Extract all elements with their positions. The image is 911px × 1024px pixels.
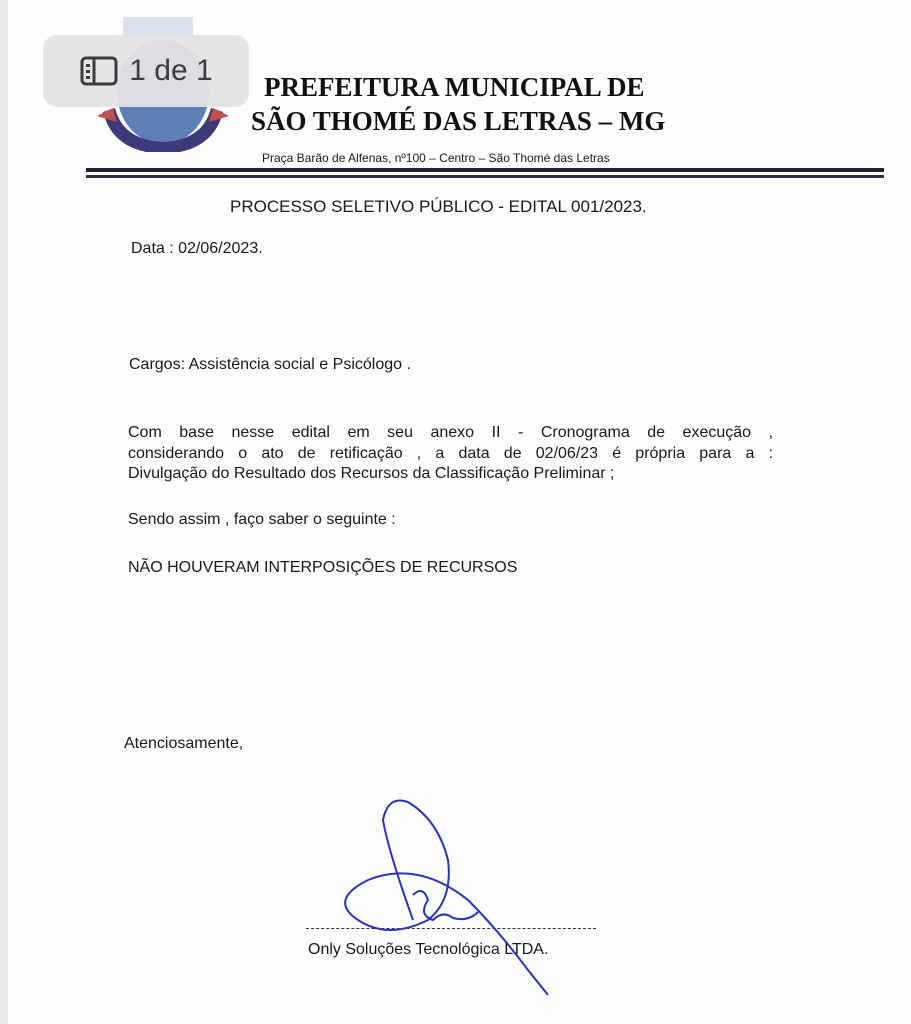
paragraph-line-2: considerando o ato de retificação , a data de 02/06/23 é própria para a :	[128, 445, 773, 462]
paragraph-line-3: Divulgação do Resultado dos Recursos da Classificação Preliminar ;	[128, 465, 615, 482]
letterhead-line1: PREFEITURA MUNICIPAL DE	[264, 72, 645, 102]
closing-text: Atenciosamente,	[124, 735, 244, 752]
page-indicator-label: 1 de 1	[129, 54, 213, 87]
document-title: PROCESSO SELETIVO PÚBLICO - EDITAL 001/2023.	[230, 197, 647, 216]
header-divider-2	[86, 175, 884, 178]
letterhead-address: Praça Barão de Alfenas, nº100 – Centro – São Thomé das Letras	[262, 151, 610, 165]
handwritten-signature	[328, 790, 568, 1010]
sidebar-icon	[79, 55, 119, 87]
document-page	[8, 0, 911, 1024]
paragraph-line-1: Com base nesse edital em seu anexo II - Cronograma de execução ,	[128, 424, 773, 441]
document-date: Data : 02/06/2023.	[131, 240, 263, 257]
announcement-text: NÃO HOUVERAM INTERPOSIÇÕES DE RECURSOS	[128, 559, 518, 576]
page-indicator[interactable]	[43, 35, 249, 107]
letterhead-line2: SÃO THOMÉ DAS LETRAS – MG	[251, 106, 666, 136]
document-cargos: Cargos: Assistência social e Psicólogo .	[129, 356, 411, 373]
header-divider	[86, 168, 884, 172]
signatory-name: Only Soluções Tecnológica LTDA.	[308, 941, 549, 958]
sendo-assim-text: Sendo assim , faço saber o seguinte :	[128, 511, 396, 528]
